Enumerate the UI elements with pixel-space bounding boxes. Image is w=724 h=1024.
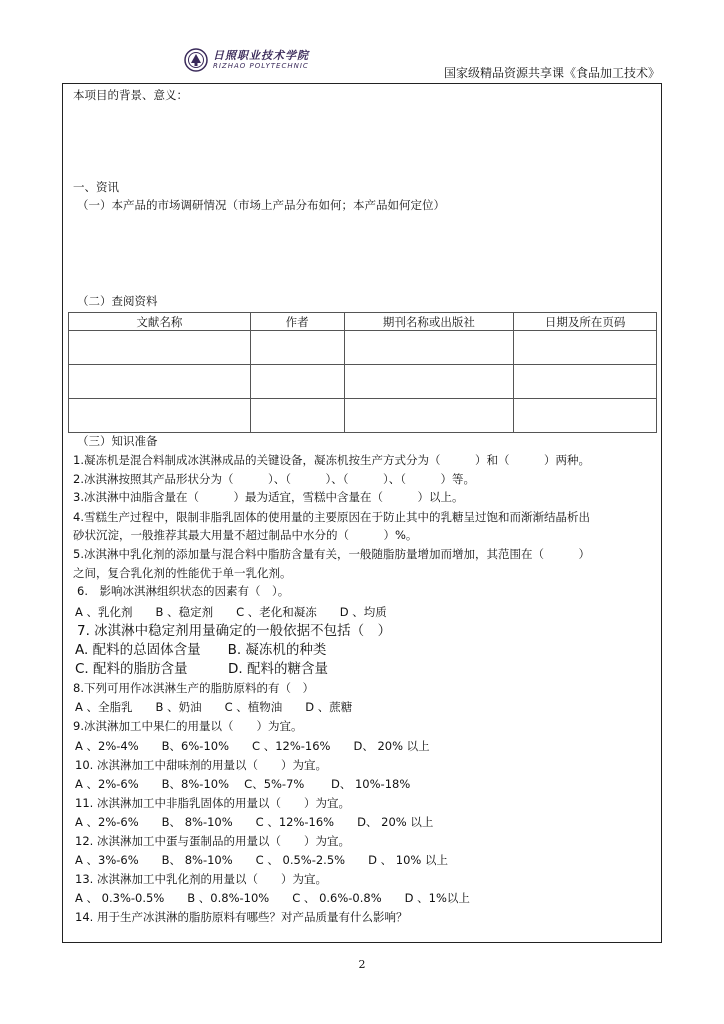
knowledge-heading: （三）知识准备 <box>77 434 158 448</box>
question-11: 11. 冰淇淋加工中非脂乳固体的用量以（ ）为宜。 <box>75 796 350 810</box>
question-14: 14. 用于生产冰淇淋的脂肪原料有哪些？对产品质量有什么影响？ <box>75 910 408 924</box>
question-8: 8.下列可用作冰淇淋生产的脂肪原料的有（ ） <box>73 681 314 695</box>
table-cell[interactable] <box>69 365 251 399</box>
background-heading: 本项目的背景、意义： <box>73 88 188 102</box>
table-row <box>69 399 657 433</box>
ref-header-date: 日期及所在页码 <box>514 313 657 331</box>
question-7-options-cd: C. 配料的脂肪含量 D. 配料的糖含量 <box>75 661 328 677</box>
question-12: 12. 冰淇淋加工中蛋与蛋制品的用量以（ ）为宜。 <box>75 834 350 848</box>
table-cell[interactable] <box>514 331 657 365</box>
ref-header-title: 文献名称 <box>69 313 251 331</box>
question-10: 10. 冰淇淋加工中甜味剂的用量以（ ）为宜。 <box>75 758 327 772</box>
question-2: 2.冰淇淋按照其产品形状分为（ ）、（ ）、（ ）、（ ）等。 <box>73 472 475 486</box>
question-12-options: A 、3%-6% B、 8%-10% C 、 0.5%-2.5% D 、 10% 以上 <box>75 853 448 867</box>
references-heading: （二）查阅资料 <box>77 294 158 308</box>
question-5-line1: 5.冰淇淋中乳化剂的添加量与混合料中脂肪含量有关，一般随脂肪量增加而增加，其范围在（ ） <box>73 547 590 561</box>
ref-header-journal: 期刊名称或出版社 <box>344 313 514 331</box>
question-4-line1: 4.雪糕生产过程中，限制非脂乳固体的使用量的主要原因在于防止其中的乳糖呈过饱和而渐渐结晶析出 <box>73 510 590 524</box>
school-emblem-icon <box>184 48 208 72</box>
course-title: 国家级精品资源共享课《食品加工技术》 <box>443 66 660 80</box>
table-cell[interactable] <box>514 399 657 433</box>
table-cell[interactable] <box>69 399 251 433</box>
table-cell[interactable] <box>69 331 251 365</box>
question-4-line2: 砂状沉淀，一般推荐其最大用量不超过制品中水分的（ ）%。 <box>73 528 418 542</box>
question-9-options: A 、2%-4% B、6%-10% C 、12%-16% D、 20% 以上 <box>75 739 430 753</box>
question-6: 6. 影响冰淇淋组织状态的因素有（ ）。 <box>77 584 290 598</box>
table-cell[interactable] <box>344 365 514 399</box>
page-header <box>62 44 662 84</box>
school-logo <box>184 46 309 74</box>
question-6-options: A 、乳化剂 B 、稳定剂 C 、老化和凝冻 D 、均质 <box>75 605 387 619</box>
question-8-options: A 、全脂乳 B 、奶油 C 、植物油 D 、蔗糖 <box>75 700 353 714</box>
question-10-options: A 、2%-6% B、8%-10% C、5%-7% D、 10%-18% <box>75 777 411 791</box>
question-13-options: A 、 0.3%-0.5% B 、0.8%-10% C 、 0.6%-0.8% D 、1%以上 <box>75 891 470 905</box>
table-cell[interactable] <box>344 331 514 365</box>
table-cell[interactable] <box>250 399 344 433</box>
question-3: 3.冰淇淋中油脂含量在（ ）最为适宜，雪糕中含量在（ ）以上。 <box>73 490 464 504</box>
page-number: 2 <box>358 958 366 971</box>
question-7: 7. 冰淇淋中稳定剂用量确定的一般依据不包括（ ） <box>77 623 392 639</box>
table-row <box>69 331 657 365</box>
market-heading: （一）本产品的市场调研情况（市场上产品分布如何；本产品如何定位） <box>77 198 445 212</box>
question-7-options-ab: A. 配料的总固体含量 B. 凝冻机的种类 <box>75 642 327 658</box>
info-heading: 一、资讯 <box>73 180 119 194</box>
question-5-line2: 之间，复合乳化剂的性能优于单一乳化剂。 <box>73 566 292 580</box>
table-cell[interactable] <box>250 365 344 399</box>
table-cell[interactable] <box>514 365 657 399</box>
reference-table <box>68 312 657 433</box>
table-row <box>69 365 657 399</box>
question-1: 1.凝冻机是混合料制成冰淇淋成品的关键设备，凝冻机按生产方式分为（ ）和（ ）两种。 <box>73 453 590 467</box>
school-name-en: RIZHAO POLYTECHNIC <box>213 62 309 70</box>
school-name-cn: 日照职业技术学院 <box>213 49 309 62</box>
table-cell[interactable] <box>344 399 514 433</box>
content-frame <box>62 83 662 943</box>
question-13: 13. 冰淇淋加工中乳化剂的用量以（ ）为宜。 <box>75 872 327 886</box>
ref-header-author: 作者 <box>250 313 344 331</box>
table-cell[interactable] <box>250 331 344 365</box>
question-11-options: A 、2%-6% B、 8%-10% C 、12%-16% D、 20% 以上 <box>75 815 434 829</box>
question-9: 9.冰淇淋加工中果仁的用量以（ ）为宜。 <box>73 719 303 733</box>
